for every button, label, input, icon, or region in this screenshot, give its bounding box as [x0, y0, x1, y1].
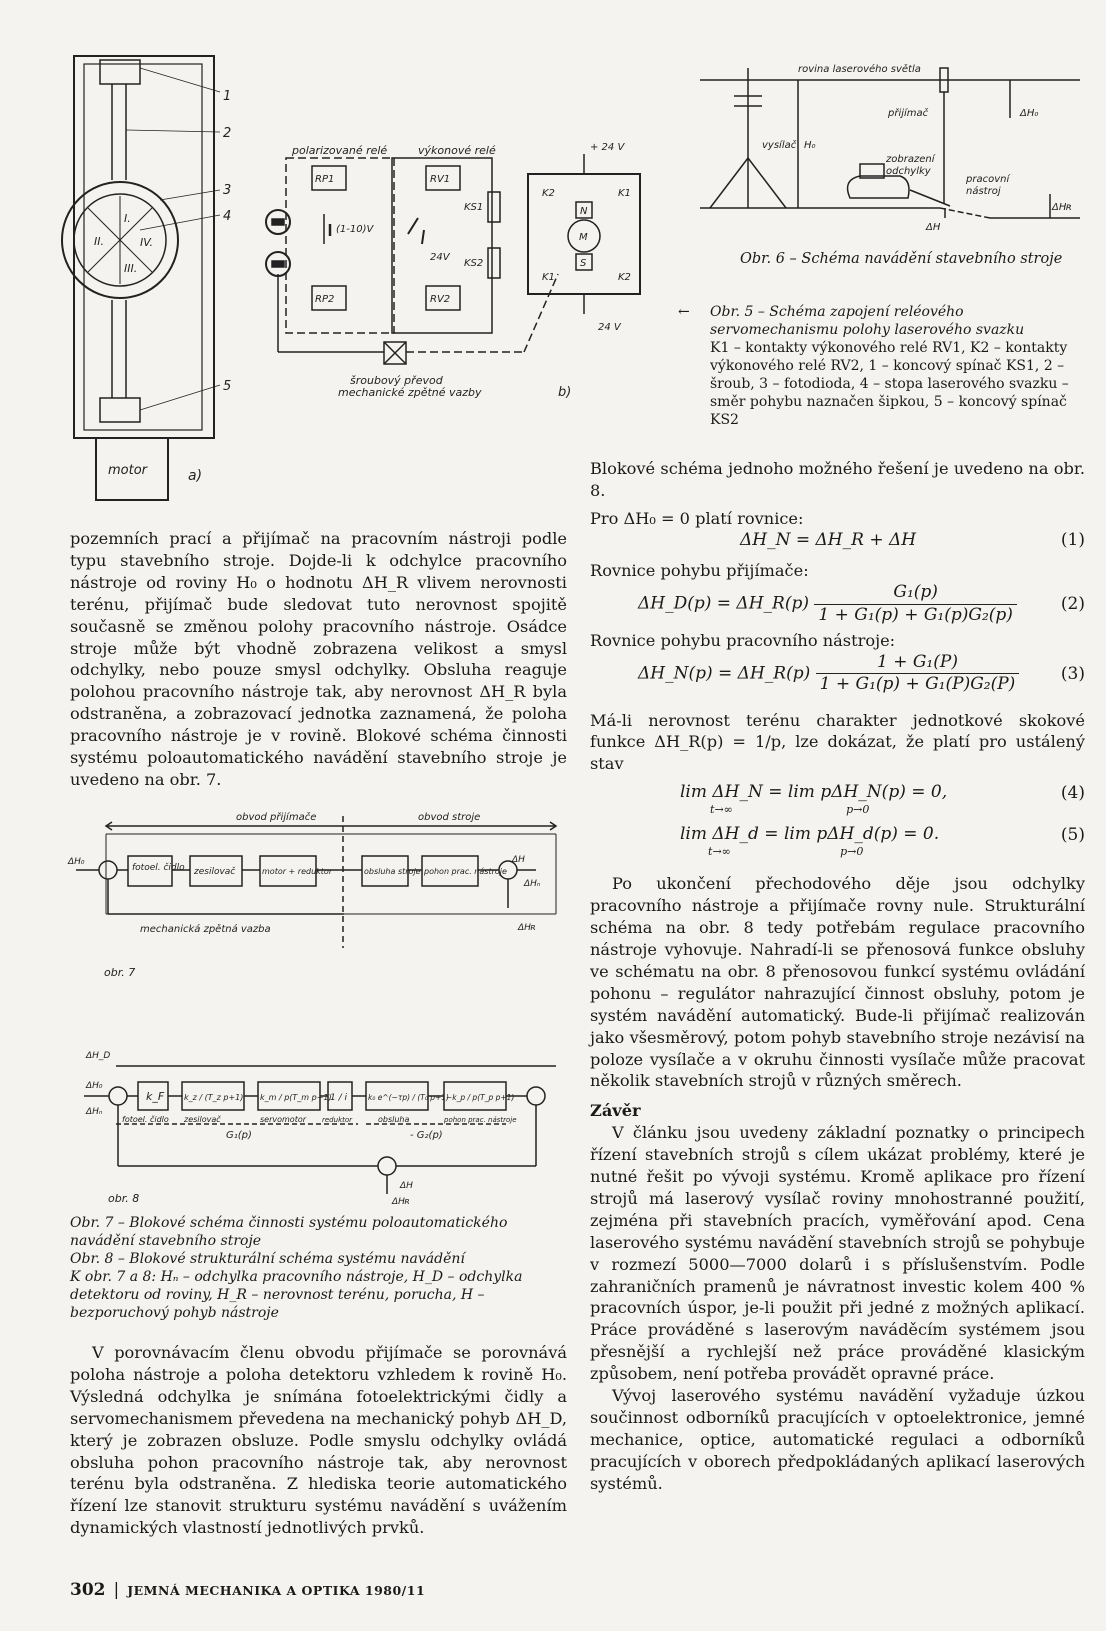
block-kp: −k_p / p(T_p p+1) — [446, 1093, 515, 1102]
k1-bottom-label: K1 — [542, 272, 555, 283]
page-number: 302 — [70, 1580, 106, 1600]
limit-expr: = lim pΔH_N(p) = 0, — [768, 782, 948, 803]
footer-separator: | — [113, 1580, 120, 1600]
paragraph: Rovnice pohybu pracovního nástroje: — [590, 630, 896, 650]
equation-body: ΔH_N = ΔH_R + ΔH — [740, 529, 917, 550]
block-operator: obsluha stroje — [364, 867, 421, 876]
h0-label: H₀ — [804, 140, 816, 151]
equation-number: (1) — [1060, 529, 1085, 550]
caption-line: Obr. 8 – Blokové strukturální schéma systému navádění — [70, 1251, 465, 1267]
name-servomotor: servomotor — [260, 1115, 307, 1124]
block-k0: k₀ e^(−τp) / (T₀ p+1) — [368, 1093, 449, 1102]
dhd-label: ΔH₀ — [1020, 108, 1039, 119]
fig8-label: obr. 8 — [108, 1192, 140, 1205]
block-i: 1 / i — [330, 1093, 347, 1103]
k2-top-label: K2 — [542, 188, 555, 199]
paragraph: V článku jsou uvedeny základní poznatky o principech řízení stavebních strojů s cílem ukázat problémy, které je nutné řešit po vývoji systému. Kromě aplikace pro řízení strojů má laserový vysílač roviny mnohostranné použití, zejména při stavebních pracích, vyměřování apod. Cena laserového systému navádění stavebních strojů se pohybuje v rozmezí 5000—7000 dolarů i s příslušenstvím. Podle zahraničních pramenů je návratnost investic kolem 400 % pracovních úspor, je-li použit při jedné z možných aplikací. Práce prováděné s laserovým naváděcím systémem jsou přesnější a rychlejší než práce prováděné klasickým způsobem, není potřeba provádět opravné práce. — [590, 1123, 1085, 1384]
equation-number: (5) — [1060, 825, 1085, 846]
fraction-numerator: G₁(p) — [814, 582, 1017, 605]
block-kz: k_z / (T_z p+1) — [184, 1093, 244, 1102]
screw-label-1: šroubový převod — [350, 374, 443, 387]
ks2-label: KS2 — [464, 258, 484, 269]
block-kf: k_F — [146, 1090, 165, 1103]
figure-7-8-caption — [70, 1214, 567, 1322]
dhr-label: ΔHʀ — [392, 1197, 411, 1207]
rv2-label: RV2 — [430, 294, 451, 305]
north-label: N — [580, 206, 588, 217]
ks1-label: KS1 — [464, 202, 484, 213]
paragraph: pozemních prací a přijímač na pracovním nástroji podle typu stavebního stroje. Dojde-li k odchylce pracovního nástroje od roviny H₀ o hodnotu ΔH_R vlivem nerovnosti terénu, přijímač bude sledovat tuto nerovnost spojitě současně se změnou polohy pracovního nástroje. Osádce stroje může být vhodně zobrazena velikost a smysl odchylky, nebo pouze smysl odchylky. Obsluha reaguje polohou pracovního nástroje tak, aby nerovnost ΔH_R byla odstraněna, a zobrazovací jednotka zaznamená, že poloha pracovního nástroje je v rovině. Blokové schéma činnosti systému poloautomatického navádění stavebního stroje je uvedeno na obr. 7. — [70, 529, 567, 789]
rv1-label: RV1 — [430, 174, 451, 185]
output-dhn: ΔHₙ — [524, 879, 541, 889]
block-km: k_m / p(T_m p+1) — [260, 1093, 332, 1102]
block-amplifier: zesilovač — [194, 867, 236, 877]
page-footer — [70, 1580, 425, 1600]
dhr-label: ΔHʀ — [1052, 202, 1073, 213]
input-dhr: ΔHʀ — [518, 923, 537, 933]
figure-5-caption — [678, 303, 1086, 429]
limit-p — [764, 825, 939, 861]
circuit-receiver-label: obvod přijímače — [236, 812, 317, 823]
rp2-label: RP2 — [315, 294, 335, 305]
equation-5 — [590, 825, 1085, 867]
fraction-denominator: 1 + G₁(p) + G₁(P)G₂(P) — [819, 674, 1016, 695]
equation-4 — [590, 783, 1085, 825]
figure-5-caption-title: Obr. 5 – Schéma zapojení reléového servomechanismu polohy laserového svazku — [710, 304, 1025, 338]
paragraph: Má-li nerovnost terénu charakter jednotkové skokové funkce ΔH_R(p) = 1/p, lze dokázat, že platí pro ustálený stav — [590, 710, 1085, 774]
fig7-label: obr. 7 — [104, 966, 136, 979]
rp1-label: RP1 — [315, 174, 335, 185]
block-motor-reducer: motor + reduktor — [262, 867, 333, 876]
name-drive: pohon prac. nástroje — [444, 1116, 517, 1124]
feedback-label: mechanická zpětná vazba — [140, 924, 271, 935]
input-dhd: ΔH_D — [86, 1051, 111, 1061]
equation-lhs: ΔH_N(p) = ΔH_R(p) — [638, 662, 811, 683]
left-column-upper — [70, 528, 567, 791]
g1-label: G₁(p) — [226, 1130, 252, 1141]
paragraph: Vývoj laserového systému navádění vyžaduje úzkou součinnost odborníků pracujících v optoelektronice, jemné mechanice, optice, automatické regulaci a odborníků pracujících v oborech předpokládaných aplikací laserových systémů. — [590, 1386, 1085, 1493]
figure-7 — [66, 808, 576, 983]
caption-line: K obr. 7 a 8: Hₙ – odchylka pracovního nástroje, H_D – odchylka detektoru od roviny, H_R – nerovnost terénu, porucha, H – bezporuchový pohyb nástroje — [70, 1269, 523, 1321]
limit-expr: lim ΔH_d — [680, 824, 759, 845]
paragraph: Rovnice pohybu přijímače: — [590, 560, 809, 580]
g2-label: - G₂(p) — [410, 1130, 443, 1141]
display-label-2: odchylky — [886, 166, 931, 177]
journal-name: JEMNÁ MECHANIKA A OPTIKA 1980/11 — [127, 1583, 426, 1598]
tool-label-1: pracovní — [966, 174, 1010, 185]
quadrant-4: IV. — [140, 236, 154, 249]
equation-3 — [590, 652, 1085, 702]
limit-expr: lim ΔH_N — [680, 782, 763, 803]
label-4: 4 — [223, 209, 232, 224]
receiver-label: přijímač — [888, 108, 929, 119]
paragraph: Po ukončení přechodového děje jsou odchylky pracovního nástroje a přijímače rovny nule. Strukturální schéma na obr. 8 tedy potřebám regulace pracovního nástroje vyhovuje. Nahradí-li se přenosová funkce obsluhy ve schématu na obr. 8 přenosovou funkcí systému ovládání pohonu – regulátor nahrazující činnost obsluhy, potom je systém navádění automatický. Bude-li přijímač realizován jako všesměrový, potom pohyb stavebního stroje nezávisí na poloze vysílače a v okruhu činnosti vysílače může pracovat několik stavebních strojů v různých směrech. — [590, 874, 1085, 1091]
block-photo-sensor: fotoel. čidlo — [132, 863, 185, 873]
figure-6-caption: Obr. 6 – Schéma navádění stavebního stroje — [740, 251, 1063, 267]
plus24-label: + 24 V — [590, 142, 625, 153]
limit-sub: p→0 — [840, 845, 864, 859]
quadrant-1: I. — [124, 212, 131, 225]
voltage-range-label: (1-10)V — [336, 224, 374, 235]
name-reducer: reduktor — [322, 1116, 353, 1124]
caption-line: Obr. 7 – Blokové schéma činnosti systému poloautomatického navádění stavebního stroje — [70, 1215, 508, 1249]
k2-bottom-label: K2 — [618, 272, 631, 283]
figure-5-caption-body: K1 – kontakty výkonového relé RV1, K2 – kontakty výkonového relé RV2, 1 – koncový spínač KS1, 2 – šroub, 3 – fotodioda, 4 – stopa laserového svazku – směr pohybu naznačen šipkou, 5 – koncový spínač KS2 — [710, 340, 1069, 428]
panel-b-label: b) — [558, 385, 572, 400]
left-column-lower — [70, 1342, 567, 1539]
power-relay-label: výkonové relé — [418, 144, 496, 157]
k1-top-label: K1 — [618, 188, 631, 199]
equation-number: (2) — [1060, 593, 1085, 614]
motor-m-label: M — [579, 232, 588, 243]
v24-label: 24V — [430, 252, 450, 263]
output-dh: ΔH — [512, 855, 525, 865]
display-label-1: zobrazení — [886, 154, 935, 165]
quadrant-3: III. — [124, 262, 138, 275]
section-heading-conclusion: Závěr — [590, 1101, 641, 1121]
label-1: 1 — [223, 89, 232, 104]
input-dh0: ΔH₀ — [68, 857, 85, 867]
minus24-label: 24 V — [598, 322, 621, 333]
equation-2 — [590, 582, 1085, 630]
limit-sub: t→∞ — [708, 845, 731, 859]
name-operator: obsluha — [378, 1115, 410, 1124]
fraction-numerator: 1 + G₁(P) — [816, 652, 1020, 675]
block-drive: pohon prac. nástroje — [424, 867, 507, 876]
limit-sub: t→∞ — [710, 803, 733, 817]
input-dh0: ΔH₀ — [86, 1081, 103, 1091]
limit-expr: = lim pΔH_d(p) = 0. — [764, 824, 940, 845]
equation-number: (3) — [1060, 663, 1085, 684]
motor-label: motor — [108, 463, 148, 478]
dh-label: ΔH — [400, 1181, 413, 1191]
south-label: S — [580, 258, 587, 269]
paragraph: V porovnávacím členu obvodu přijímače se porovnává poloha nástroje a poloha detektoru vzhledem k rovině H₀. Výsledná odchylka je snímána fotoelektrickými čidly a servomechanismem převedena na mechanický pohyb ΔH_D, který je zobrazen obsluze. Podle smyslu odchylky ovládá obsluha pohon pracovního nástroje tak, aby nerovnost terénu byla odstraněna. Z hlediska teorie automatického řízení lze stanovit strukturu systému navádění s uvážením dynamických vlastností jednotlivých prvků. — [70, 1343, 567, 1538]
quadrant-2: II. — [94, 235, 104, 248]
input-dhn: ΔHₙ — [86, 1107, 103, 1117]
limit-sub: p→0 — [846, 803, 870, 817]
right-column — [590, 458, 1085, 1495]
fraction-denominator: 1 + G₁(p) + G₁(p)G₂(p) — [818, 604, 1013, 625]
equation-1 — [590, 530, 1085, 560]
transmitter-label: vysílač — [762, 140, 797, 151]
label-3: 3 — [223, 183, 232, 198]
dh-label: ΔH — [926, 222, 941, 233]
name-amplifier: zesilovač — [184, 1115, 221, 1124]
paragraph: Pro ΔH₀ = 0 platí rovnice: — [590, 508, 804, 528]
name-photo-sensor: fotoel. čidlo — [122, 1115, 169, 1124]
label-5: 5 — [223, 379, 232, 394]
screw-label-2: mechanické zpětné vazby — [338, 386, 482, 399]
tool-label-2: nástroj — [966, 186, 1001, 197]
polar-relay-label: polarizované relé — [292, 144, 388, 157]
equation-number: (4) — [1060, 783, 1085, 804]
figure-6 — [690, 58, 1085, 238]
equation-fraction — [814, 582, 1017, 627]
figure-5b — [258, 134, 658, 424]
limit-p — [768, 783, 947, 819]
circuit-machine-label: obvod stroje — [418, 812, 481, 823]
caption-arrow: ← — [678, 304, 690, 320]
laser-plane-label: rovina laserového světla — [798, 64, 921, 75]
equation-lhs: ΔH_D(p) = ΔH_R(p) — [638, 593, 809, 614]
equation-fraction — [816, 652, 1020, 697]
label-2: 2 — [223, 126, 232, 141]
limit-t — [680, 825, 759, 861]
figure-8 — [66, 1042, 576, 1207]
limit-t — [680, 783, 763, 819]
figure-5a — [60, 50, 260, 505]
panel-a-label: a) — [188, 468, 203, 484]
paragraph: Blokové schéma jednoho možného řešení je uvedeno na obr. 8. — [590, 459, 1085, 500]
